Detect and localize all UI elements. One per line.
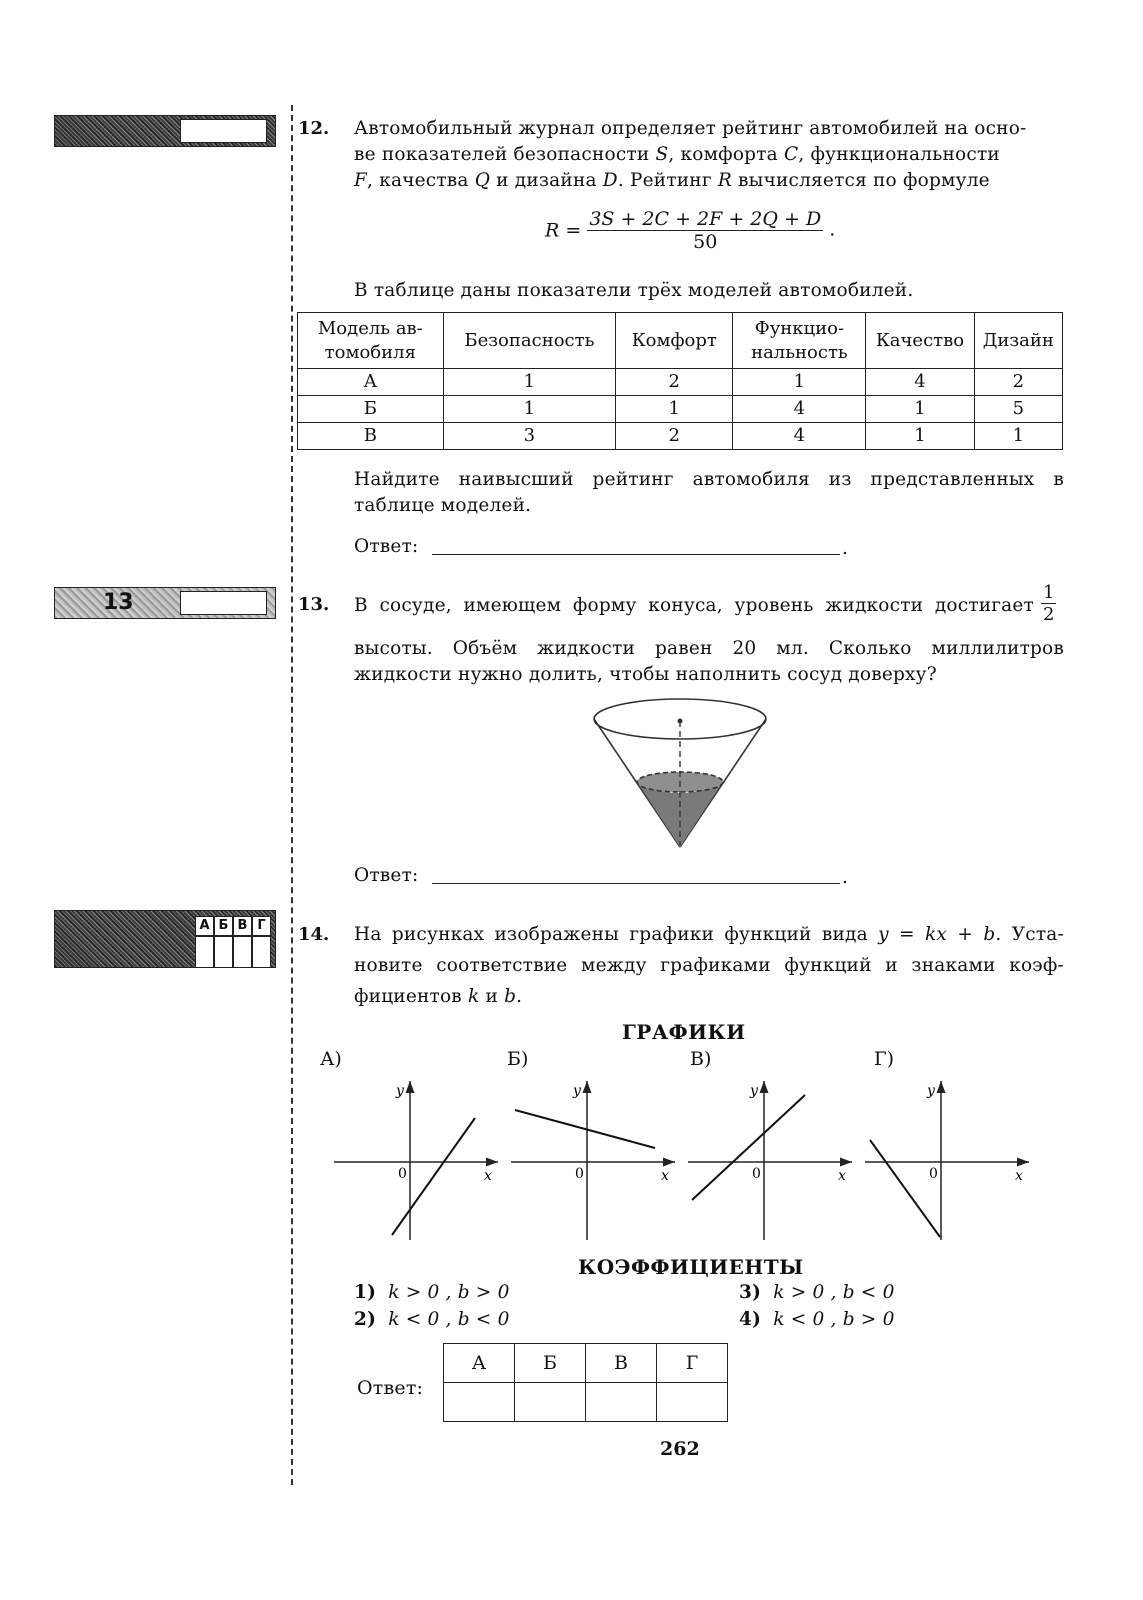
cut-line: [291, 105, 293, 1485]
task-13-number: 13.: [298, 594, 330, 615]
header-comfort: Комфорт: [616, 313, 733, 369]
task-14-number: 14.: [298, 924, 330, 945]
coefficients-title: КОЭФФИЦИЕНТЫ: [578, 1255, 804, 1279]
page-number: 262: [660, 1438, 700, 1460]
letter-v: В: [233, 916, 252, 936]
answer-cell-a[interactable]: [444, 1383, 515, 1422]
graphs-title: ГРАФИКИ: [622, 1020, 746, 1044]
task-14-answer-label: Ответ:: [357, 1377, 424, 1399]
cars-table: [297, 312, 1063, 450]
header-model: Модель ав- томобиля: [298, 313, 444, 369]
svg-text:0: 0: [752, 1166, 761, 1182]
answer-box-14: [54, 910, 276, 968]
graph-label-b: Б): [507, 1048, 529, 1070]
task-12-line1: Автомобильный журнал определяет рейтинг автомобилей на осно-: [354, 118, 1027, 139]
apex-point: [678, 719, 683, 724]
answer-box-13: [54, 587, 276, 619]
cone-figure: [590, 695, 770, 855]
task-12-number: 12.: [298, 118, 330, 139]
answer-header-g: Г: [657, 1344, 728, 1383]
answer-cells-14[interactable]: [195, 936, 271, 968]
answer-field-12[interactable]: [180, 119, 267, 143]
task-12-line2: ве показателей безопасности S, комфорта C, функциональности: [354, 144, 1000, 165]
header-function: Функцио- нальность: [733, 313, 866, 369]
task-14-answer-table: [443, 1343, 728, 1422]
svg-text:y: y: [750, 1083, 758, 1099]
svg-text:y: y: [927, 1083, 935, 1099]
graph-label-a: А): [320, 1048, 342, 1070]
task-13-answer-dot: .: [842, 867, 849, 888]
task-12-text: [354, 116, 1064, 194]
fraction-one-half: $\frac{1}{2}$: [1043, 582, 1055, 625]
answer-field-13[interactable]: [180, 591, 267, 615]
option-2: 2) k < 0 , b < 0: [354, 1309, 510, 1330]
task-12-answer-line[interactable]: [432, 554, 840, 555]
task-12-question: Найдите наивысший рейтинг автомобиля из представленных в таблице моделей.: [354, 469, 1064, 516]
table-row: В 3 2 4 1 1: [298, 423, 1063, 450]
table-header-row: [298, 313, 1063, 369]
task-12-line3: F, качества Q и дизайна D. Рейтинг R вычисляется по формуле: [354, 170, 990, 191]
task-14-text: На рисунках изображены графики функций вида y = kx + b. Уста- новите соответствие между графиками функций и знаками коэф- фициентов k и b.: [354, 924, 1064, 1007]
task-13-label: 13: [103, 590, 134, 615]
svg-text:x: x: [661, 1168, 669, 1184]
table-intro: В таблице даны показатели трёх моделей автомобилей.: [354, 280, 914, 301]
answer-header-a: А: [444, 1344, 515, 1383]
table-row: Б 1 1 4 1 5: [298, 396, 1063, 423]
svg-text:0: 0: [929, 1166, 938, 1182]
svg-text:y: y: [396, 1083, 404, 1099]
letter-g: Г: [252, 916, 271, 936]
answer-header-row: [444, 1344, 728, 1383]
task-13-answer-line[interactable]: [432, 883, 840, 884]
task-12-answer-dot: .: [842, 538, 849, 559]
svg-text:x: x: [838, 1168, 846, 1184]
graph-a: [334, 1081, 498, 1240]
task-13-answer-label: Ответ:: [354, 865, 419, 886]
svg-text:0: 0: [575, 1166, 584, 1182]
answer-box-12: [54, 115, 276, 147]
answer-header-v: В: [586, 1344, 657, 1383]
option-4: 4) k < 0 , b > 0: [739, 1309, 895, 1330]
answer-cell-b[interactable]: [515, 1383, 586, 1422]
graph-b: [511, 1081, 675, 1240]
answer-header-b: Б: [515, 1344, 586, 1383]
task-13-line1: В сосуде, имеющем форму конуса, уровень жидкости достигает: [354, 595, 1034, 616]
header-design: Дизайн: [974, 313, 1062, 369]
graphs-svg: [330, 1075, 1050, 1245]
header-safety: Безопасность: [443, 313, 616, 369]
header-quality: Качество: [866, 313, 974, 369]
answer-letters: [195, 916, 271, 936]
graph-g: [865, 1081, 1029, 1240]
graph-v: [688, 1081, 852, 1240]
svg-text:x: x: [1015, 1168, 1023, 1184]
task-13-text: высоты. Объём жидкости равен 20 мл. Сколько миллилитров жидкости нужно долить, чтобы наполнить сосуд доверху?: [354, 638, 1064, 685]
option-3: 3) k > 0 , b < 0: [739, 1282, 895, 1303]
graph-label-v: В): [690, 1048, 712, 1070]
answer-cell-g[interactable]: [657, 1383, 728, 1422]
table-row: А 1 2 1 4 2: [298, 369, 1063, 396]
svg-text:0: 0: [398, 1166, 407, 1182]
answer-cell-v[interactable]: [586, 1383, 657, 1422]
task-12-answer-label: Ответ:: [354, 536, 419, 557]
svg-text:x: x: [484, 1168, 492, 1184]
rating-formula: R = $\frac{3S + 2C + 2F + 2Q + D}{50}$ .: [545, 208, 836, 253]
letter-b: Б: [214, 916, 233, 936]
letter-a: А: [195, 916, 214, 936]
option-1: 1) k > 0 , b > 0: [354, 1282, 510, 1303]
svg-text:y: y: [573, 1083, 581, 1099]
graph-label-g: Г): [874, 1048, 894, 1070]
answer-input-row: [444, 1383, 728, 1422]
